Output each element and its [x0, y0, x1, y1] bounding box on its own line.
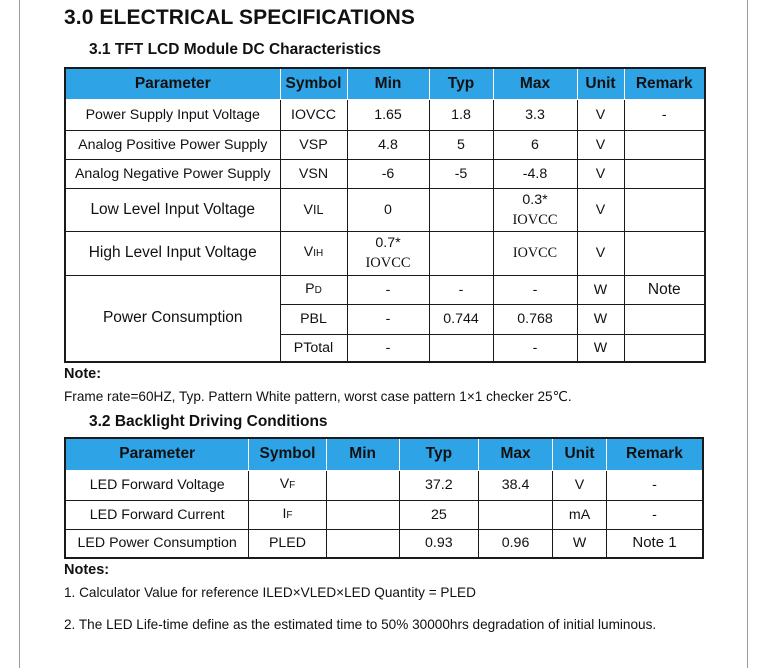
cell-symbol: PBL: [280, 304, 347, 334]
notes-title: Notes:: [64, 562, 110, 578]
cell-typ: 25: [399, 500, 478, 529]
cell-parameter: Power Consumption: [65, 275, 280, 362]
cell-parameter: LED Forward Voltage: [65, 470, 249, 500]
cell-unit: W: [577, 304, 624, 334]
symbol-sub: D: [314, 284, 322, 296]
cell-min: -6: [347, 159, 429, 188]
cell-max: 3.3: [493, 99, 577, 130]
table-header-row: [65, 68, 705, 99]
cell-unit: W: [577, 275, 624, 304]
section-heading-dc: 3.1 TFT LCD Module DC Characteristics: [89, 41, 381, 58]
cell-parameter: Analog Positive Power Supply: [65, 130, 280, 159]
header-unit: Unit: [577, 68, 624, 99]
table-row: [65, 529, 703, 558]
cell-unit: W: [577, 334, 624, 362]
cell-symbol: [249, 470, 326, 500]
cell-symbol: IOVCC: [280, 99, 347, 130]
cell-parameter: Power Supply Input Voltage: [65, 99, 280, 130]
cell-unit: W: [553, 529, 607, 558]
note-item: 2. The LED Life-time define as the estimated time to 50% 30000hrs degradation of initial luminous.: [64, 617, 657, 632]
cell-remark: -: [606, 500, 703, 529]
cell-remark: Note 1: [606, 529, 703, 558]
cell-max: -: [493, 275, 577, 304]
cell-unit: V: [577, 99, 624, 130]
header-remark: Remark: [606, 438, 703, 470]
cell-typ: 0.93: [399, 529, 478, 558]
max-line1: 0.3*: [522, 191, 548, 208]
note-title: Note:: [64, 366, 102, 382]
cell-remark: -: [624, 99, 705, 130]
cell-parameter: LED Power Consumption: [65, 529, 249, 558]
cell-typ: 5: [429, 130, 493, 159]
cell-typ: -: [429, 275, 493, 304]
section-heading-backlight: 3.2 Backlight Driving Conditions: [89, 413, 328, 430]
cell-symbol: PTotal: [280, 334, 347, 362]
cell-symbol: [280, 231, 347, 275]
cell-min: -: [347, 334, 429, 362]
symbol-sub: F: [289, 480, 296, 491]
cell-min: [326, 470, 399, 500]
header-symbol: Symbol: [249, 438, 326, 470]
table-row: [65, 130, 705, 159]
header-max: Max: [478, 438, 552, 470]
cell-unit: V: [577, 188, 624, 231]
symbol-main: P: [305, 280, 315, 297]
cell-symbol: [280, 188, 347, 231]
cell-min: 4.8: [347, 130, 429, 159]
cell-max: [478, 500, 552, 529]
header-max: Max: [493, 68, 577, 99]
cell-unit: V: [577, 130, 624, 159]
cell-parameter: High Level Input Voltage: [65, 231, 280, 275]
cell-typ: [429, 334, 493, 362]
symbol-main: I: [282, 505, 287, 522]
cell-typ: -5: [429, 159, 493, 188]
header-symbol: Symbol: [280, 68, 347, 99]
cell-min: -: [347, 304, 429, 334]
table-row: [65, 231, 705, 275]
cell-max: 6: [493, 130, 577, 159]
cell-max: [493, 188, 577, 231]
header-unit: Unit: [553, 438, 607, 470]
table-row: [65, 188, 705, 231]
table-header-row: [65, 438, 703, 470]
backlight-conditions-table: [64, 437, 704, 559]
cell-remark: [624, 130, 705, 159]
cell-remark: [624, 159, 705, 188]
cell-remark: [624, 334, 705, 362]
cell-unit: mA: [553, 500, 607, 529]
symbol-sub: IH: [313, 248, 324, 259]
cell-min: [326, 500, 399, 529]
table-row: [65, 500, 703, 529]
cell-unit: V: [577, 231, 624, 275]
note-item: 1. Calculator Value for reference ILED×VLED×LED Quantity = PLED: [64, 585, 476, 600]
symbol-sub: IL: [313, 202, 324, 217]
cell-typ: 37.2: [399, 470, 478, 500]
header-min: Min: [326, 438, 399, 470]
header-parameter: Parameter: [65, 68, 280, 99]
table-row: [65, 99, 705, 130]
max-line2: IOVCC: [512, 211, 558, 228]
cell-max: 0.96: [478, 529, 552, 558]
note-text: Frame rate=60HZ, Typ. Pattern White pattern, worst case pattern 1×1 checker 25℃.: [64, 389, 572, 404]
cell-max: 0.768: [493, 304, 577, 334]
cell-min: 1.65: [347, 99, 429, 130]
cell-symbol: PLED: [249, 529, 326, 558]
cell-remark: [624, 188, 705, 231]
cell-typ: 1.8: [429, 99, 493, 130]
page-frame-right: [747, 0, 748, 668]
cell-typ: [429, 188, 493, 231]
cell-min: [347, 231, 429, 275]
table-row: [65, 470, 703, 500]
cell-unit: V: [577, 159, 624, 188]
cell-max: IOVCC: [493, 231, 577, 275]
cell-symbol: [249, 500, 326, 529]
symbol-main: V: [303, 244, 314, 260]
cell-parameter: Low Level Input Voltage: [65, 188, 280, 231]
cell-max: -4.8: [493, 159, 577, 188]
cell-max: -: [493, 334, 577, 362]
cell-remark: [624, 304, 705, 334]
symbol-sub: F: [286, 509, 293, 521]
page-title: 3.0 ELECTRICAL SPECIFICATIONS: [64, 6, 415, 29]
cell-symbol: VSP: [280, 130, 347, 159]
cell-min: [326, 529, 399, 558]
min-line1: 0.7*: [375, 235, 401, 251]
cell-typ: 0.744: [429, 304, 493, 334]
header-typ: Typ: [429, 68, 493, 99]
dc-characteristics-table: [64, 67, 706, 363]
cell-typ: [429, 231, 493, 275]
cell-remark: [624, 231, 705, 275]
cell-unit: V: [553, 470, 607, 500]
cell-min: 0: [347, 188, 429, 231]
page-frame-left: [19, 0, 20, 668]
table-row: [65, 275, 705, 304]
symbol-main: V: [303, 201, 314, 218]
cell-parameter: LED Forward Current: [65, 500, 249, 529]
cell-symbol: VSN: [280, 159, 347, 188]
cell-remark: -: [606, 470, 703, 500]
cell-min: -: [347, 275, 429, 304]
header-parameter: Parameter: [65, 438, 249, 470]
symbol-main: V: [279, 476, 290, 492]
min-line2: IOVCC: [365, 255, 411, 271]
header-min: Min: [347, 68, 429, 99]
cell-parameter: Analog Negative Power Supply: [65, 159, 280, 188]
table-row: [65, 159, 705, 188]
cell-max: 38.4: [478, 470, 552, 500]
header-typ: Typ: [399, 438, 478, 470]
cell-remark: Note: [624, 275, 705, 304]
header-remark: Remark: [624, 68, 705, 99]
cell-symbol: [280, 275, 347, 304]
